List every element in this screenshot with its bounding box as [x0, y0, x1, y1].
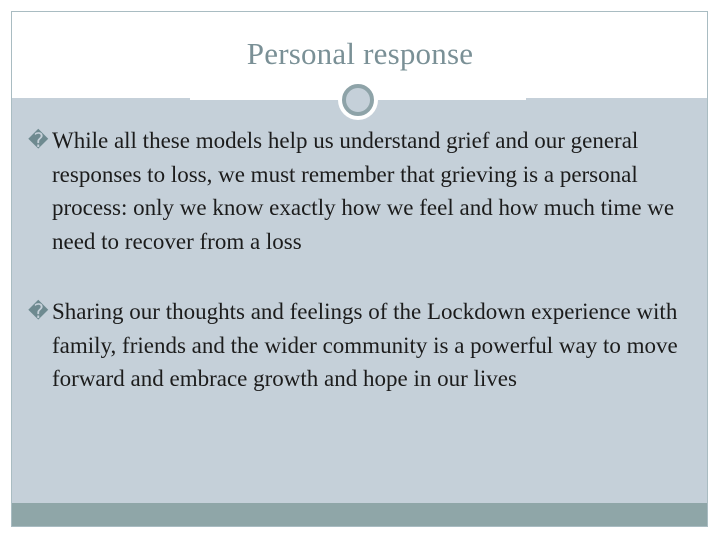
ring-inner: [342, 84, 374, 116]
ring-icon: [338, 80, 378, 120]
bullet-item: [28, 124, 694, 258]
bullet-marker-icon: �: [28, 299, 49, 323]
footer-band: [12, 503, 707, 526]
bullet-list: [28, 124, 694, 396]
bullet-text: While all these models help us understand grief and our general responses to loss, we must remember that grieving is a personal process: only we know exactly how we feel and how much time we need to recover from a loss: [52, 128, 675, 254]
slide-title: Personal response: [246, 36, 474, 71]
bullet-text: Sharing our thoughts and feelings of the Lockdown experience with family, friends and the wider community is a powerful way to move forward and embrace growth and hope in our lives: [52, 299, 678, 391]
bullet-item: [28, 295, 694, 396]
bullet-marker-icon: �: [28, 128, 49, 152]
